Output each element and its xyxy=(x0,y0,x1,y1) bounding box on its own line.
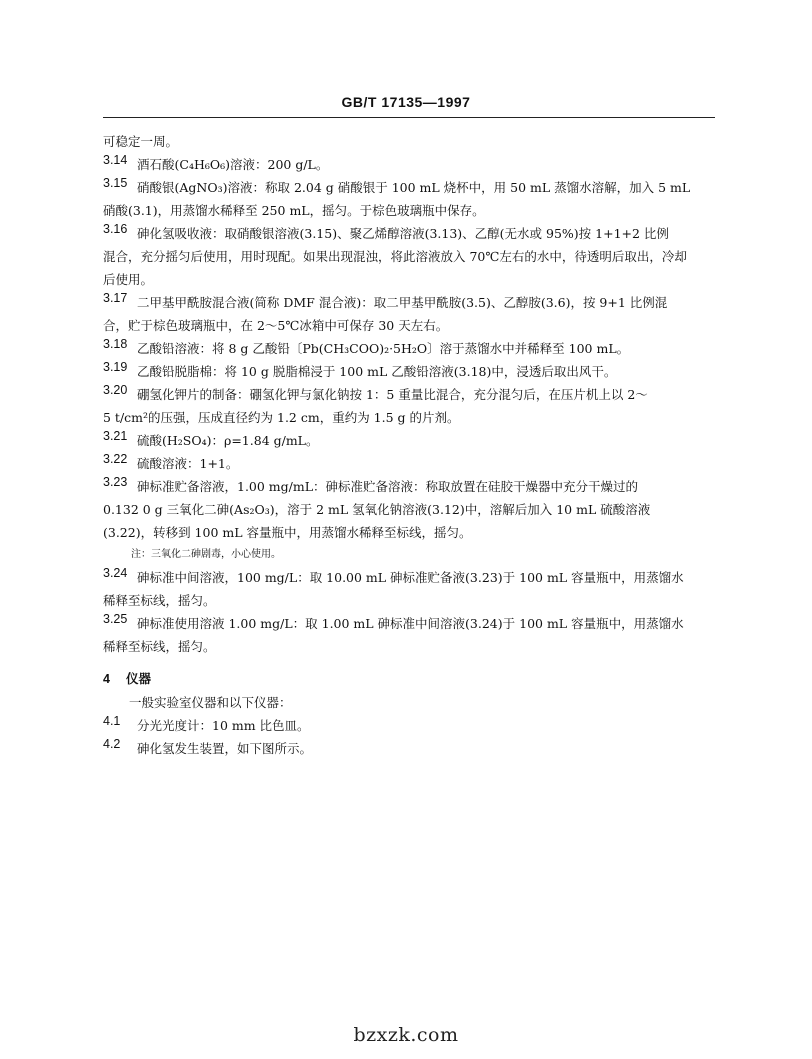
clause-item xyxy=(103,612,715,658)
section-intro: 一般实验室仪器和以下仪器： xyxy=(129,695,292,710)
clause-number: 3.19 xyxy=(103,360,128,374)
clause-item xyxy=(103,337,715,360)
clause-line: 5 t/cm²的压强，压成直径约为 1.2 cm，重约为 1.5 g 的片剂。 xyxy=(103,410,460,425)
clause-item xyxy=(103,475,715,544)
clause-number: 3.21 xyxy=(103,429,128,443)
header-divider xyxy=(103,117,715,118)
instrument-item xyxy=(103,714,715,737)
clause-line: 后使用。 xyxy=(103,272,154,287)
clause-line: 硫酸溶液：1+1。 xyxy=(137,456,239,471)
clause-item xyxy=(103,222,715,291)
clause-number: 3.15 xyxy=(103,176,128,190)
clause-line: 稀释至标线，摇匀。 xyxy=(103,639,216,654)
instrument-number: 4.1 xyxy=(103,714,121,728)
clause-item xyxy=(103,452,715,475)
continuation-line: 可稳定一周。 xyxy=(103,134,179,149)
clause-number: 3.14 xyxy=(103,153,128,167)
clause-item xyxy=(103,383,715,429)
page-header: GB/T 17135—1997 xyxy=(341,94,471,110)
watermark-footer: bzxzk.com xyxy=(353,1024,459,1046)
clause-line: 砷化氢吸收液：取硝酸银溶液(3.15)、聚乙烯醇溶液(3.13)、乙醇(无水或 95%)按 1+1+2 比例 xyxy=(137,226,669,241)
instrument-item xyxy=(103,737,715,760)
clause-item xyxy=(103,429,715,452)
clause-text xyxy=(137,429,715,452)
clause-line: 砷标准贮备溶液，1.00 mg/mL：砷标准贮备溶液：称取放置在硅胶干燥器中充分干燥过的 xyxy=(137,479,639,494)
clause-line: 酒石酸(C₄H₆O₆)溶液：200 g/L。 xyxy=(137,157,329,172)
section-title: 仪器 xyxy=(125,672,151,686)
instrument-text: 分光光度计：10 mm 比色皿。 xyxy=(137,718,310,733)
clause-text xyxy=(137,153,715,176)
clause-line: 硫酸(H₂SO₄)：ρ=1.84 g/mL。 xyxy=(137,433,319,448)
clause-line: 混合，充分摇匀后使用，用时现配。如果出现混浊，将此溶液放入 70℃左右的水中，待透明后取出，冷却 xyxy=(103,249,687,264)
clause-item xyxy=(103,153,715,176)
clause-list xyxy=(103,153,715,658)
clause-line: 砷标准中间溶液，100 mg/L：取 10.00 mL 砷标准贮备液(3.23)于 100 mL 容量瓶中，用蒸馏水 xyxy=(137,570,684,585)
clause-number: 3.16 xyxy=(103,222,128,236)
clause-item xyxy=(103,360,715,383)
clause-number: 3.18 xyxy=(103,337,128,351)
section-heading xyxy=(103,668,715,691)
clause-text xyxy=(137,360,715,383)
clause-line: 乙酸铅溶液：将 8 g 乙酸铅〔Pb(CH₃COO)₂·5H₂O〕溶于蒸馏水中并稀释至 100 mL。 xyxy=(137,341,630,356)
clause-number: 3.25 xyxy=(103,612,128,626)
instrument-number: 4.2 xyxy=(103,737,121,751)
clause-text xyxy=(137,452,715,475)
clause-line: 硼氢化钾片的制备：硼氢化钾与氯化钠按 1：5 重量比混合，充分混匀后，在压片机上以 2～ xyxy=(137,387,648,402)
clause-line: 0.132 0 g 三氧化二砷(As₂O₃)，溶于 2 mL 氢氧化钠溶液(3.12)中，溶解后加入 10 mL 硫酸溶液 xyxy=(103,502,651,517)
note-text: 注：三氧化二砷剧毒，小心使用。 xyxy=(131,549,281,560)
clause-number: 3.23 xyxy=(103,475,128,489)
clause-item xyxy=(103,291,715,337)
instrument-text: 砷化氢发生装置，如下图所示。 xyxy=(137,741,313,756)
clause-text xyxy=(137,337,715,360)
clause-line: 硝酸银(AgNO₃)溶液：称取 2.04 g 硝酸银于 100 mL 烧杯中，用 50 mL 蒸馏水溶解，加入 5 mL xyxy=(137,180,691,195)
clause-line: 硝酸(3.1)，用蒸馏水稀释至 250 mL，摇匀。于棕色玻璃瓶中保存。 xyxy=(103,203,485,218)
clause-line: 乙酸铅脱脂棉：将 10 g 脱脂棉浸于 100 mL 乙酸铅溶液(3.18)中，浸透后取出风干。 xyxy=(137,364,617,379)
clause-item xyxy=(103,566,715,612)
clause-line: 稀释至标线，摇匀。 xyxy=(103,593,216,608)
clause-number: 3.24 xyxy=(103,566,128,580)
clause-line: (3.22)，转移到 100 mL 容量瓶中，用蒸馏水稀释至标线，摇匀。 xyxy=(103,525,472,540)
clause-line: 砷标准使用溶液 1.00 mg/L：取 1.00 mL 砷标准中间溶液(3.24)于 100 mL 容量瓶中，用蒸馏水 xyxy=(137,616,684,631)
document-body xyxy=(103,130,715,760)
clause-line: 二甲基甲酰胺混合液(简称 DMF 混合液)：取二甲基甲酰胺(3.5)、乙醇胺(3.6)，按 9+1 比例混 xyxy=(137,295,668,310)
clause-number: 3.17 xyxy=(103,291,128,305)
section-number: 4 xyxy=(103,672,110,686)
clause-line: 合，贮于棕色玻璃瓶中，在 2～5℃冰箱中可保存 30 天左右。 xyxy=(103,318,449,333)
clause-item xyxy=(103,176,715,222)
clause-number: 3.20 xyxy=(103,383,128,397)
section-item-list xyxy=(103,714,715,760)
clause-number: 3.22 xyxy=(103,452,128,466)
